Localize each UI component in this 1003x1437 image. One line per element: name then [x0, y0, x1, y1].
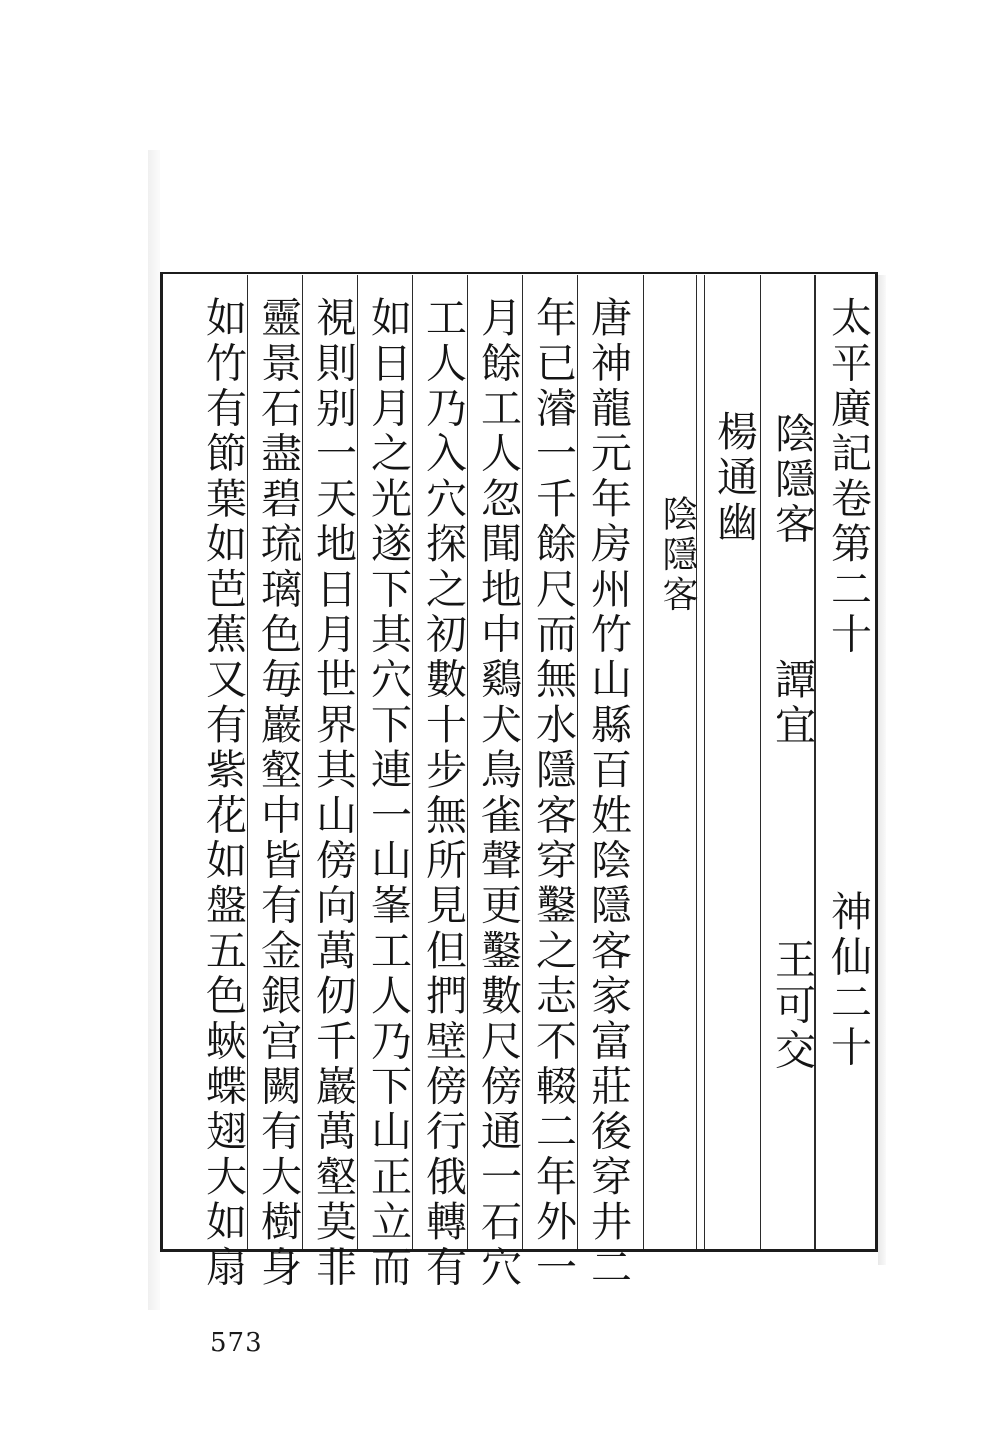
- column-rule: [467, 275, 468, 1249]
- toc-entry: 楊通幽: [710, 410, 758, 546]
- category-label: 神仙二十: [824, 890, 872, 1071]
- column-rule: [760, 275, 761, 1249]
- body-column: 如竹有節葉如芭蕉又有紫花如盤五色蛺蝶翅大如扇: [199, 296, 247, 1291]
- show-through-shadow: [148, 150, 160, 1310]
- toc-entry: 譚宜: [768, 658, 816, 749]
- section-heading: 陰隱客: [657, 495, 698, 616]
- body-column: 唐神龍元年房州竹山縣百姓陰隱客家富莊後穿井二: [584, 296, 632, 1291]
- column-rule: [643, 275, 644, 1249]
- column-rule: [247, 275, 248, 1249]
- column-rule: [696, 275, 697, 1249]
- show-through-shadow: [878, 275, 886, 1265]
- body-column: 年已濬一千餘尺而無水隱客穿鑿之志不輟二年外一: [529, 296, 577, 1291]
- column-rule: [704, 275, 705, 1249]
- body-column: 月餘工人忽聞地中鷄犬鳥雀聲更鑿數尺傍通一石穴: [474, 296, 522, 1291]
- column-rule: [577, 275, 578, 1249]
- column-rule: [357, 275, 358, 1249]
- column-rule: [302, 275, 303, 1249]
- body-column: 工人乃入穴探之初數十步無所見但捫壁傍行俄轉有: [419, 296, 467, 1291]
- body-column: 視則别一天地日月世界其山傍向萬仞千巖萬壑莫非: [309, 296, 357, 1291]
- column-rule: [522, 275, 523, 1249]
- volume-title: 太平廣記卷第二十: [824, 296, 872, 658]
- column-rule: [412, 275, 413, 1249]
- toc-entry: 王可交: [768, 938, 816, 1074]
- page-number: 573: [210, 1328, 263, 1358]
- body-column: 如日月之光遂下其穴下連一山峯工人乃下山正立而: [364, 296, 412, 1291]
- body-column: 靈景石盡碧琉璃色毎巖壑中皆有金銀宫闕有大樹身: [254, 296, 302, 1291]
- toc-entry: 陰隱客: [768, 412, 816, 548]
